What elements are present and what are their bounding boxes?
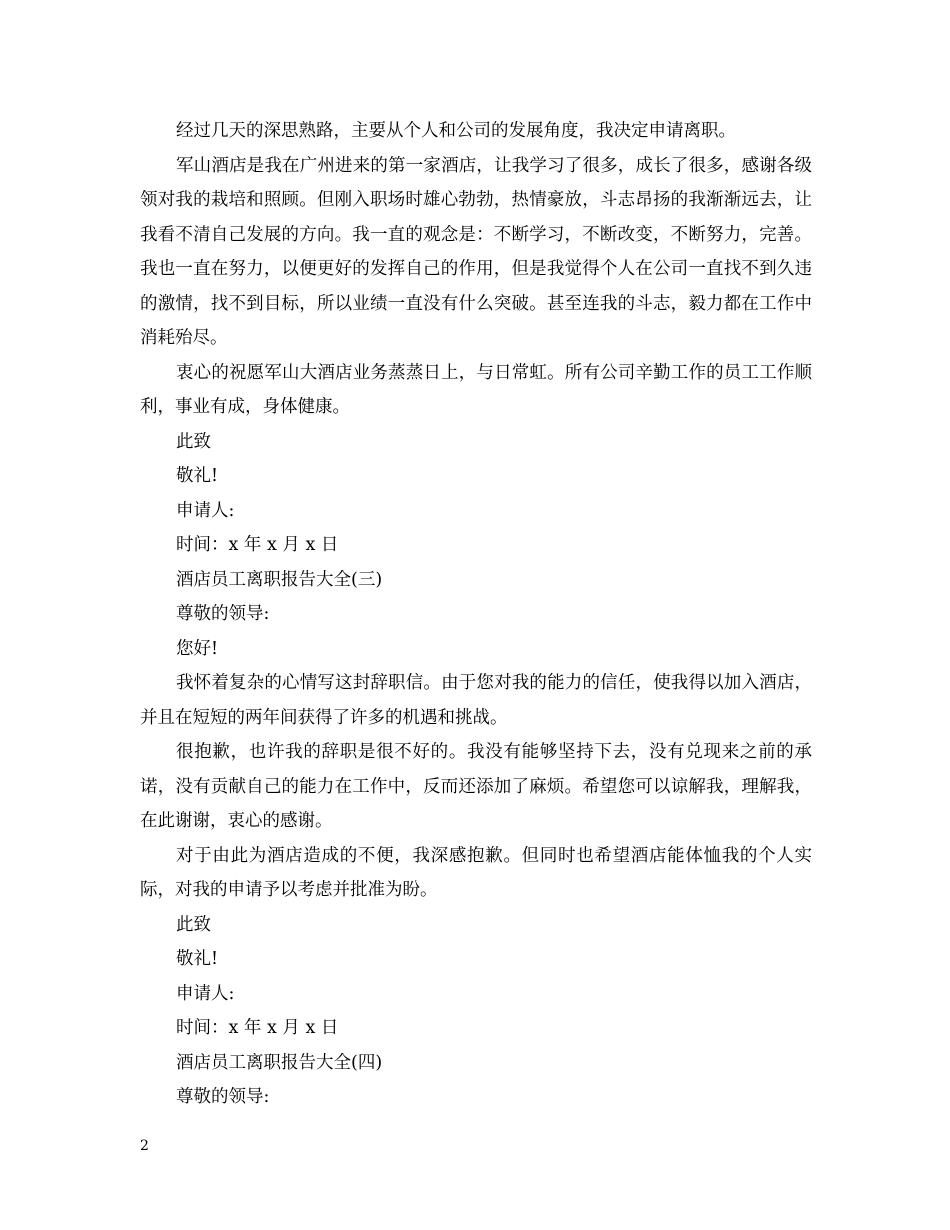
paragraph: 衷心的祝愿军山大酒店业务蒸蒸日上，与日常虹。所有公司辛勤工作的员工工作顺利，事业有成，身体健康。 [140,362,812,417]
greeting-line: 您好! [176,638,219,659]
salutation-line: 敬礼! [176,466,219,486]
section-title: 酒店员工离职报告大全(四) [176,1052,383,1073]
date-line: 时间：x 年 x 月 x 日 [176,535,339,555]
paragraph: 经过几天的深思熟路，主要从个人和公司的发展角度，我决定申请离职。 [176,121,736,141]
greeting-line: 尊敬的领导: [176,604,270,624]
salutation-line: 敬礼! [176,949,219,969]
paragraph: 对于由此为酒店造成的不便，我深感抱歉。但同时也希望酒店能体恤我的个人实际，对我的申请予以考虑并批准为盼。 [140,845,812,900]
section-title: 酒店员工离职报告大全(三) [176,569,383,590]
paragraph: 很抱歉，也许我的辞职是很不好的。我没有能够坚持下去，没有兑现来之前的承诺，没有贡献自己的能力在工作中，反而还添加了麻烦。希望您可以谅解我，理解我，在此谢谢，衷心的感谢。 [140,742,812,831]
date-line: 时间：x 年 x 月 x 日 [176,1018,339,1038]
closing-line: 此致 [176,914,211,935]
paragraph: 我怀着复杂的心情写这封辞职信。由于您对我的能力的信任，使我得以加入酒店，并且在短短的两年间获得了许多的机遇和挑战。 [140,673,812,728]
page-number: 2 [140,1138,149,1154]
greeting-line: 尊敬的领导: [176,1087,270,1107]
paragraph: 军山酒店是我在广州进来的第一家酒店，让我学习了很多，成长了很多，感谢各级领对我的栽培和照顾。但刚入职场时雄心勃勃，热情豪放，斗志昂扬的我渐渐远去，让我看不清自己发展的方向。我一直的观念是：不断学习，不断改变，不断努力，完善。我也一直在努力，以便更好的发挥自己的作用，但是我觉得个人在公司一直找不到久违的激情，找不到目标，所以业绩一直没有什么突破。甚至连我的斗志，毅力都在工作中消耗殆尽。 [140,155,812,348]
applicant-line: 申请人: [176,500,235,521]
document-body [140,114,812,1115]
closing-line: 此致 [176,431,211,452]
applicant-line: 申请人: [176,983,235,1004]
